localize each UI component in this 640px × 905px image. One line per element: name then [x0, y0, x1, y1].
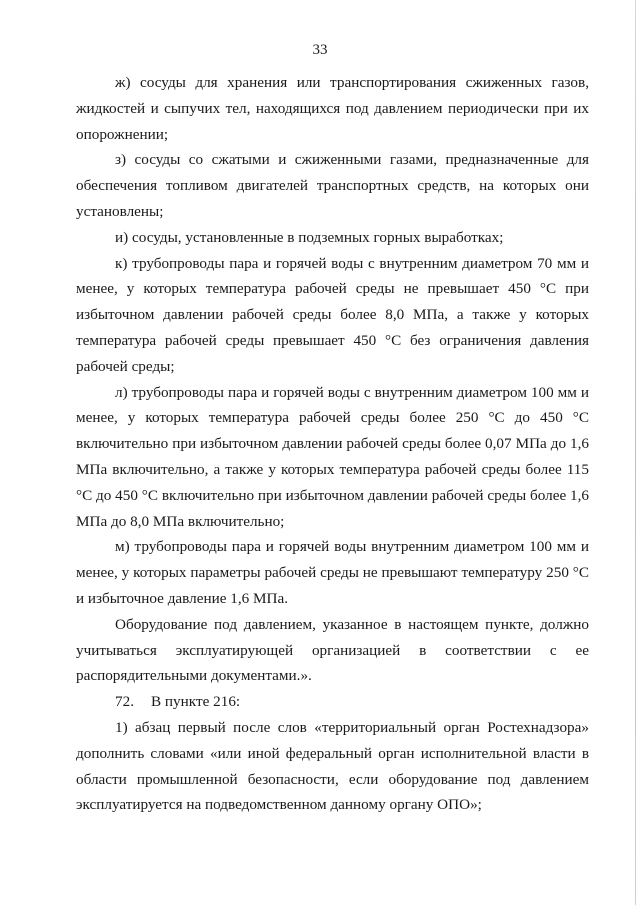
paragraph-i: и) сосуды, установленные в подземных горных выработках;: [115, 228, 504, 246]
paragraph-closing: Оборудование под давлением, указанное в настоящем пункте, должно учитываться эксплуатирующей организацией в соответствии с ее распорядительными документами.».: [76, 615, 589, 685]
item-72-number: 72.: [115, 693, 134, 711]
subitem-1: 1) абзац первый после слов «территориальный орган Ростехнадзора» дополнить словами «или иной федеральный орган исполнительной власти в области промышленной безопасности, если оборудование под давлением эксплуатируется на подведомственном данному органу ОПО»;: [76, 718, 589, 814]
paragraph-zh: ж) сосуды для хранения или транспортирования сжиженных газов, жидкостей и сыпучих тел, находящихся под давлением периодически при их опорожнении;: [76, 74, 589, 143]
paragraph-l: л) трубопроводы пара и горячей воды с внутренним диаметром 100 мм и менее, у которых температура рабочей среды более 250 °С до 450 °С включительно при избыточном давлении рабочей среды более 0,07 МПа до 1,6 МПа включительно, а также у которых температура рабочей среды более 115 °С до 450 °С включительно при избыточном давлении рабочей среды более 1,6 МПа до 8,0 МПа включительно;: [76, 383, 589, 530]
page-number: 33: [312, 42, 328, 58]
item-72-text: В пункте 216:: [151, 693, 241, 711]
item-72: [76, 689, 589, 715]
page-edge-line: [635, 0, 636, 905]
document-body: [76, 70, 589, 818]
paragraph-m: м) трубопроводы пара и горячей воды внутренним диаметром 100 мм и менее, у которых параметры рабочей среды не превышают температуру 250 °С и избыточное давление 1,6 МПа.: [76, 538, 589, 607]
paragraph-k: к) трубопроводы пара и горячей воды с внутренним диаметром 70 мм и менее, у которых температура рабочей среды не превышает 450 °С при избыточном давлении рабочей среды более 8,0 МПа, а также у которых температура рабочей среды превышает 450 °С без ограничения давления рабочей среды;: [76, 254, 589, 375]
paragraph-z: з) сосуды со сжатыми и сжиженными газами, предназначенные для обеспечения топливом двигателей транспортных средств, на которых они установлены;: [76, 151, 589, 220]
